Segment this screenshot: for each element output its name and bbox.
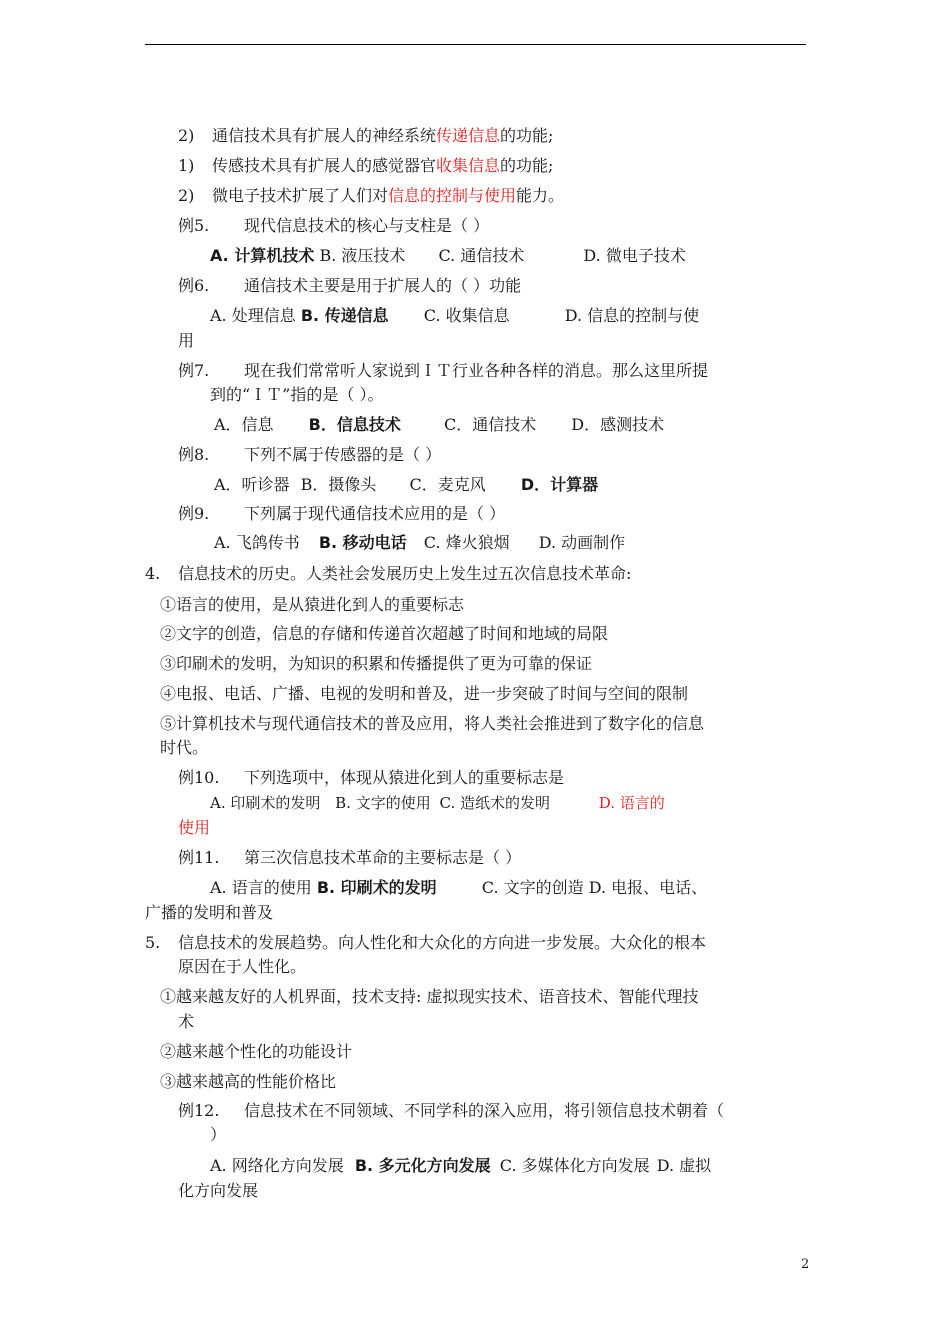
example-8-question bbox=[178, 444, 441, 466]
option-d-continuation: 化方向发展 bbox=[178, 1181, 259, 1200]
history-point-5-cont bbox=[160, 737, 208, 759]
example-6-question bbox=[178, 275, 521, 297]
option-d: D. 虚拟 bbox=[656, 1156, 712, 1175]
item-text: 通信技术具有扩展人的神经系统 bbox=[212, 126, 437, 145]
option-d: D．计算器 bbox=[520, 475, 599, 494]
example-12-options bbox=[210, 1155, 711, 1177]
example-11-options bbox=[210, 877, 707, 899]
option-c: C. 文字的创造 bbox=[481, 878, 584, 897]
trend-point-1-cont bbox=[178, 1011, 194, 1033]
example-12-question-cont bbox=[210, 1124, 226, 1146]
example-6-options bbox=[210, 305, 699, 327]
option-b: B．信息技术 bbox=[308, 415, 401, 434]
section-5-title-cont bbox=[178, 956, 306, 978]
question-text: 下列选项中，体现从猿进化到人的重要标志是 bbox=[244, 768, 565, 787]
example-9-question bbox=[178, 503, 505, 525]
point-text: ①越来越友好的人机界面，技术支持: 虚拟现实技术、语音技术、智能代理技 bbox=[160, 987, 699, 1006]
question-text: 通信技术主要是用于扩展人的（ ）功能 bbox=[244, 276, 522, 295]
section-4-title bbox=[145, 563, 631, 585]
section-title: 信息技术的发展趋势。向人性化和大众化的方向进一步发展。大众化的根本 bbox=[178, 933, 707, 952]
example-5-question bbox=[178, 215, 489, 237]
example-6-option-d-cont bbox=[178, 330, 194, 352]
highlight-text: 信息的控制与使用 bbox=[388, 186, 517, 205]
point-text: ④电报、电话、广播、电视的发明和普及，进一步突破了时间与空间的限制 bbox=[160, 684, 689, 703]
item-line-3 bbox=[178, 185, 564, 207]
item-number: 1) bbox=[178, 156, 195, 175]
option-b: B. 文字的使用 bbox=[335, 794, 431, 812]
option-c: C. 烽火狼烟 bbox=[423, 533, 510, 552]
example-7-question-cont bbox=[210, 384, 383, 406]
point-text: ①语言的使用，是从猿进化到人的重要标志 bbox=[160, 595, 465, 614]
option-b: B. 印刷术的发明 bbox=[316, 878, 437, 897]
trend-point-1 bbox=[160, 986, 698, 1008]
item-text-end: 能力。 bbox=[516, 186, 565, 205]
option-a: A．信息 bbox=[214, 415, 274, 434]
option-c: C．通信技术 bbox=[443, 415, 537, 434]
highlight-text: 收集信息 bbox=[436, 156, 501, 175]
question-text: 第三次信息技术革命的主要标志是（ ） bbox=[244, 848, 522, 867]
section-5-title bbox=[145, 932, 706, 954]
history-point-2 bbox=[160, 623, 608, 645]
option-a: A. 计算机技术 bbox=[210, 246, 315, 265]
option-a: A．听诊器 bbox=[214, 475, 290, 494]
example-7-question bbox=[178, 360, 708, 382]
example-label: 例7. bbox=[178, 361, 210, 380]
point-text-continuation: 术 bbox=[178, 1012, 195, 1031]
trend-point-2 bbox=[160, 1041, 352, 1063]
option-c: C. 收集信息 bbox=[423, 306, 510, 325]
option-d: D．感测技术 bbox=[571, 415, 665, 434]
option-b: B. 传递信息 bbox=[300, 306, 389, 325]
point-text: ②越来越个性化的功能设计 bbox=[160, 1042, 353, 1061]
example-5-options bbox=[210, 245, 686, 267]
example-7-options bbox=[214, 414, 664, 436]
question-text: 现在我们常常听人家说到ＩＴ行业各种各样的消息。那么这里所提 bbox=[244, 361, 709, 380]
point-text-continuation: 时代。 bbox=[160, 738, 209, 757]
option-d-continuation: 使用 bbox=[178, 818, 211, 837]
section-title-continuation: 原因在于人性化。 bbox=[178, 957, 307, 976]
section-number: 5. bbox=[145, 933, 161, 952]
highlight-text: 传递信息 bbox=[436, 126, 501, 145]
example-label: 例9. bbox=[178, 504, 210, 523]
trend-point-3 bbox=[160, 1071, 336, 1093]
question-text: 信息技术在不同领域、不同学科的深入应用，将引领信息技术朝着（ bbox=[244, 1101, 725, 1120]
option-c: C．麦克风 bbox=[409, 475, 486, 494]
option-a: A. 印刷术的发明 bbox=[210, 794, 321, 812]
example-9-options bbox=[214, 532, 625, 554]
example-label: 例10. bbox=[178, 768, 220, 787]
history-point-3 bbox=[160, 653, 592, 675]
history-point-5 bbox=[160, 713, 704, 735]
item-text-end: 的功能; bbox=[500, 156, 554, 175]
item-number: 2) bbox=[178, 186, 195, 205]
option-b: B. 移动电话 bbox=[318, 533, 407, 552]
example-12-option-d-cont bbox=[178, 1180, 258, 1202]
option-a: A. 网络化方向发展 bbox=[210, 1156, 344, 1175]
history-point-1 bbox=[160, 594, 464, 616]
header-rule bbox=[145, 44, 806, 45]
example-label: 例12. bbox=[178, 1101, 220, 1120]
option-a: A. 飞鸽传书 bbox=[214, 533, 300, 552]
option-a: A. 语言的使用 bbox=[210, 878, 312, 897]
question-text-continuation: 到的“ＩＴ”指的是（ ）。 bbox=[210, 385, 384, 404]
example-10-question bbox=[178, 767, 564, 789]
item-line-2 bbox=[178, 155, 553, 177]
example-12-question bbox=[178, 1100, 724, 1122]
example-11-question bbox=[178, 847, 521, 869]
section-number: 4. bbox=[145, 564, 161, 583]
example-10-option-d-cont bbox=[178, 817, 210, 839]
item-text: 传感技术具有扩展人的感觉器官 bbox=[212, 156, 437, 175]
option-a: A. 处理信息 bbox=[210, 306, 296, 325]
point-text: ③印刷术的发明，为知识的积累和传播提供了更为可靠的保证 bbox=[160, 654, 593, 673]
section-title: 信息技术的历史。人类社会发展历史上发生过五次信息技术革命: bbox=[178, 564, 632, 583]
option-d: D. 电报、电话、 bbox=[588, 878, 708, 897]
history-point-4 bbox=[160, 683, 688, 705]
page-number: 2 bbox=[801, 1257, 810, 1272]
example-8-options bbox=[214, 474, 598, 496]
question-text: 下列不属于传感器的是（ ） bbox=[244, 445, 442, 464]
example-label: 例5. bbox=[178, 216, 210, 235]
option-c: C. 造纸术的发明 bbox=[439, 794, 550, 812]
example-label: 例6. bbox=[178, 276, 210, 295]
option-b: B. 液压技术 bbox=[319, 246, 406, 265]
question-text-continuation: ） bbox=[210, 1125, 227, 1144]
option-d: D. 信息的控制与使 bbox=[564, 306, 700, 325]
item-number: 2) bbox=[178, 126, 195, 145]
option-c: C. 多媒体化方向发展 bbox=[499, 1156, 650, 1175]
option-d-continuation: 用 bbox=[178, 331, 195, 350]
question-text: 现代信息技术的核心与支柱是（ ） bbox=[244, 216, 490, 235]
example-label: 例11. bbox=[178, 848, 220, 867]
point-text: ⑤计算机技术与现代通信技术的普及应用，将人类社会推进到了数字化的信息 bbox=[160, 714, 705, 733]
item-text: 微电子技术扩展了人们对 bbox=[212, 186, 389, 205]
option-d-continuation: 广播的发明和普及 bbox=[145, 903, 274, 922]
point-text: ②文字的创造，信息的存储和传递首次超越了时间和地域的局限 bbox=[160, 624, 609, 643]
option-c: C. 通信技术 bbox=[438, 246, 525, 265]
question-text: 下列属于现代通信技术应用的是（ ） bbox=[244, 504, 506, 523]
item-line-1 bbox=[178, 125, 553, 147]
example-11-option-d-cont bbox=[145, 902, 273, 924]
option-b: B．摄像头 bbox=[300, 475, 377, 494]
example-10-options bbox=[210, 792, 665, 814]
option-d: D. 微电子技术 bbox=[583, 246, 686, 265]
option-d: D. 语言的 bbox=[598, 794, 665, 812]
item-text-end: 的功能; bbox=[500, 126, 554, 145]
option-b: B. 多元化方向发展 bbox=[354, 1156, 491, 1175]
example-label: 例8. bbox=[178, 445, 210, 464]
option-d: D. 动画制作 bbox=[538, 533, 626, 552]
point-text: ③越来越高的性能价格比 bbox=[160, 1072, 337, 1091]
